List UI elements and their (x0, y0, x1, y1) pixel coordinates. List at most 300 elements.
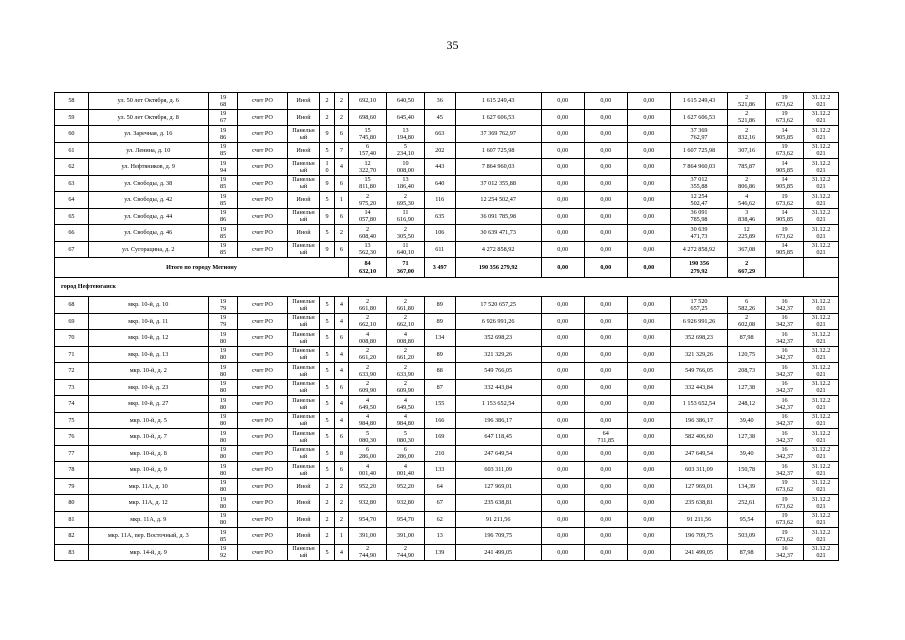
total-label: Итого по городу Мегиону (55, 258, 349, 278)
table-cell: 64 711,85 (584, 429, 627, 446)
table-cell: 31.12.2 021 (804, 192, 839, 209)
table-cell: 155 (424, 396, 455, 413)
table-cell: 31.12.2 021 (804, 346, 839, 363)
table-cell: 4 (334, 412, 348, 429)
table-cell: счет РО (238, 528, 287, 545)
table-cell: счет РО (238, 313, 287, 330)
table-cell: 31.12.2 021 (804, 445, 839, 462)
table-cell: 36 091 785,98 (670, 208, 727, 225)
table-cell: мкр. 10-й, д. 27 (88, 396, 208, 413)
table-cell: 19 79 (208, 297, 238, 314)
table-cell: 2 975,20 (349, 192, 387, 209)
table-cell: 5 (320, 225, 334, 242)
table-cell: 1 607 725,98 (670, 142, 727, 159)
table-cell: 332 443,84 (670, 379, 727, 396)
table-cell: 4 (334, 297, 348, 314)
table-row (55, 241, 839, 258)
table-cell: 19 80 (208, 412, 238, 429)
table-cell: 0,00 (627, 462, 670, 479)
table-cell: 0,00 (541, 208, 584, 225)
table-cell: 31.12.2 021 (804, 511, 839, 528)
table-cell: 0,00 (627, 241, 670, 258)
table-cell: счет РО (238, 462, 287, 479)
table-cell: Иной (287, 478, 320, 495)
table-cell: 19 673,62 (766, 478, 804, 495)
table-cell: 0,00 (627, 93, 670, 110)
table-cell: 59 (55, 109, 89, 126)
table-cell: 31.12.2 021 (804, 379, 839, 396)
table-cell: 0,00 (584, 495, 627, 512)
table-cell: 70 (55, 330, 89, 347)
table-cell: 647 118,45 (455, 429, 541, 446)
table-cell: 16 342,37 (766, 544, 804, 561)
table-cell: 31.12.2 021 (804, 412, 839, 429)
table-cell: мкр. 10-й, д. 9 (88, 462, 208, 479)
table-cell: 19 85 (208, 225, 238, 242)
table-cell: 6 286,00 (386, 445, 424, 462)
table-cell: 9 (320, 126, 334, 143)
table-cell: 4 984,80 (386, 412, 424, 429)
table-cell: 0,00 (627, 159, 670, 176)
table-row (55, 142, 839, 159)
table-cell: 0,00 (541, 462, 584, 479)
table-cell: счет РО (238, 412, 287, 429)
table-cell: 954,70 (349, 511, 387, 528)
table-cell: 2 521,86 (728, 109, 766, 126)
table-cell: ул. Заречная, д. 16 (88, 126, 208, 143)
table-cell: Панельн ый (287, 363, 320, 380)
table-cell: 0,00 (541, 412, 584, 429)
table-cell: 19 673,62 (766, 495, 804, 512)
table-cell: 37 012 355,88 (455, 175, 541, 192)
table-cell: 0,00 (541, 346, 584, 363)
table-cell: 5 (320, 412, 334, 429)
table-cell: 0,00 (584, 208, 627, 225)
table-cell: 133 (424, 462, 455, 479)
table-cell: 0,00 (541, 192, 584, 209)
table-cell: 663 (424, 126, 455, 143)
table-row (55, 396, 839, 413)
table-cell: 4 984,80 (349, 412, 387, 429)
table-cell: 19 92 (208, 544, 238, 561)
table-cell: 62 (424, 511, 455, 528)
table-row (55, 412, 839, 429)
total-cost: 190 356 279,92 (455, 258, 541, 278)
table-cell: 16 342,37 (766, 412, 804, 429)
table-cell: мкр. 10-й, д. 10 (88, 297, 208, 314)
table-cell: 0,00 (627, 429, 670, 446)
table-cell: 0,00 (584, 462, 627, 479)
table-cell: 0,00 (584, 528, 627, 545)
table-cell: 139 (424, 544, 455, 561)
table-cell: 247 649,54 (670, 445, 727, 462)
table-cell: Иной (287, 528, 320, 545)
table-cell: 6 582,26 (728, 297, 766, 314)
table-cell: 0,00 (627, 109, 670, 126)
table-cell: 31.12.2 021 (804, 208, 839, 225)
table-cell: 16 342,37 (766, 313, 804, 330)
table-cell: 2 (334, 478, 348, 495)
table-cell: 0,00 (584, 175, 627, 192)
table-cell: мкр. 14-й, д. 9 (88, 544, 208, 561)
table-cell: 5 (320, 313, 334, 330)
table-cell: Панельн ый (287, 396, 320, 413)
table-cell: 367,08 (728, 241, 766, 258)
table-cell: 0,00 (627, 192, 670, 209)
table-cell: 6 926 991,26 (455, 313, 541, 330)
table-cell: 2 (334, 511, 348, 528)
table-cell: 0,00 (627, 346, 670, 363)
table-cell: счет РО (238, 192, 287, 209)
table-cell: 0,00 (541, 495, 584, 512)
table-cell: 0,00 (541, 297, 584, 314)
table-cell: 2 608,40 (349, 225, 387, 242)
table-cell: 19 67 (208, 109, 238, 126)
table-cell: 150,78 (728, 462, 766, 479)
table-cell: 2 (334, 225, 348, 242)
table-cell: 19 86 (208, 126, 238, 143)
table-cell: счет РО (238, 297, 287, 314)
table-cell: 19 673,62 (766, 142, 804, 159)
table-cell: 2 633,90 (386, 363, 424, 380)
table-cell: счет РО (238, 495, 287, 512)
table-cell: 31.12.2 021 (804, 396, 839, 413)
table-cell: 241 499,05 (670, 544, 727, 561)
table-cell: 196 709,75 (670, 528, 727, 545)
table-cell: мкр. 10-й, д. 13 (88, 346, 208, 363)
table-cell: 6 (334, 462, 348, 479)
table-cell: 16 342,37 (766, 346, 804, 363)
table-cell: 17 520 657,25 (670, 297, 727, 314)
table-cell: 19 68 (208, 93, 238, 110)
table-cell: 2 609,90 (349, 379, 387, 396)
table-cell: 210 (424, 445, 455, 462)
table-row (55, 159, 839, 176)
table-cell: 2 662,10 (386, 313, 424, 330)
table-cell: 4 546,62 (728, 192, 766, 209)
table-cell: 0,00 (541, 396, 584, 413)
table-cell: 39,40 (728, 412, 766, 429)
table-cell: 6 286,00 (349, 445, 387, 462)
table-cell: 4 008,80 (386, 330, 424, 347)
table-cell: 30 639 471,73 (670, 225, 727, 242)
table-cell: 82 (55, 528, 89, 545)
table-row (55, 208, 839, 225)
table-cell: 0,00 (627, 208, 670, 225)
table-cell: 19 673,62 (766, 192, 804, 209)
table-cell: 932,80 (386, 495, 424, 512)
table-cell: 0,00 (541, 93, 584, 110)
table-cell: 7 (334, 142, 348, 159)
table-cell: 503,09 (728, 528, 766, 545)
table-cell: Панельн ый (287, 445, 320, 462)
table-cell: 0,00 (627, 297, 670, 314)
table-cell: 2 661,80 (386, 297, 424, 314)
table-cell: 30 639 471,73 (455, 225, 541, 242)
table-cell: 5 (320, 462, 334, 479)
table-cell: 0,00 (627, 445, 670, 462)
table-cell: 0,00 (584, 363, 627, 380)
table-row (55, 429, 839, 446)
table-cell: Иной (287, 192, 320, 209)
table-cell: 31.12.2 021 (804, 429, 839, 446)
table-cell: Панельн ый (287, 462, 320, 479)
table-cell: 2 662,10 (349, 313, 387, 330)
table-cell: 2 (334, 93, 348, 110)
table-cell: 37 369 762,97 (455, 126, 541, 143)
table-cell: 196 386,17 (455, 412, 541, 429)
table-cell: 241 499,05 (455, 544, 541, 561)
table-cell: 64 (55, 192, 89, 209)
table-cell: 5 (320, 330, 334, 347)
table-cell: 31.12.2 021 (804, 225, 839, 242)
table-cell: 45 (424, 109, 455, 126)
table-cell: 0,00 (627, 225, 670, 242)
table-cell: Панельн ый (287, 346, 320, 363)
table-cell: 89 (424, 346, 455, 363)
table-cell: 6 (334, 175, 348, 192)
total-unit-cost: 2 667,29 (728, 258, 766, 278)
table-cell: счет РО (238, 445, 287, 462)
table-cell: 307,16 (728, 142, 766, 159)
table-cell: 89 (424, 297, 455, 314)
table-row (55, 379, 839, 396)
table-cell: 1 627 606,53 (455, 109, 541, 126)
table-cell: 2 (320, 528, 334, 545)
table-cell: 120,75 (728, 346, 766, 363)
table-cell: 14 905,85 (766, 241, 804, 258)
table-cell: 91 211,56 (670, 511, 727, 528)
table-cell: 5 080,30 (349, 429, 387, 446)
table-cell: 0,00 (584, 346, 627, 363)
table-cell: 0,00 (541, 175, 584, 192)
table-cell: 248,12 (728, 396, 766, 413)
table-cell: 31.12.2 021 (804, 495, 839, 512)
table-cell: 13 (424, 528, 455, 545)
table-cell: 69 (55, 313, 89, 330)
table-cell: 19 79 (208, 313, 238, 330)
table-cell: 0,00 (627, 126, 670, 143)
table-cell: мкр. 10-й, д. 8 (88, 445, 208, 462)
table-cell: 5 234,10 (386, 142, 424, 159)
table-cell: 80 (55, 495, 89, 512)
table-cell: 16 342,37 (766, 445, 804, 462)
table-cell: 0,00 (584, 241, 627, 258)
table-row (55, 462, 839, 479)
table-cell: 16 342,37 (766, 297, 804, 314)
table-cell: 31.12.2 021 (804, 544, 839, 561)
table-cell: Панельн ый (287, 297, 320, 314)
table-row (55, 544, 839, 561)
table-cell: счет РО (238, 478, 287, 495)
table-cell: 13 194,80 (386, 126, 424, 143)
table-cell: 14 905,85 (766, 175, 804, 192)
table-cell: 2 (320, 93, 334, 110)
table-cell: 72 (55, 363, 89, 380)
table-cell: Панельн ый (287, 544, 320, 561)
table-cell: 4 (334, 313, 348, 330)
table-cell: 134,39 (728, 478, 766, 495)
table-cell: 4 (334, 544, 348, 561)
table-cell: 2 (320, 109, 334, 126)
table-cell: 0,00 (541, 445, 584, 462)
table-cell: 0,00 (584, 379, 627, 396)
table-cell: 1 615 249,43 (670, 93, 727, 110)
total-row (55, 258, 839, 278)
table-cell: счет РО (238, 330, 287, 347)
table-cell: счет РО (238, 175, 287, 192)
table-cell: 2 609,90 (386, 379, 424, 396)
table-cell: ул. Свободы, д. 42 (88, 192, 208, 209)
table-cell: 196 386,17 (670, 412, 727, 429)
table-cell: 5 (320, 363, 334, 380)
table-cell: Иной (287, 495, 320, 512)
table-cell: 0,00 (627, 511, 670, 528)
page-number: 35 (446, 38, 459, 52)
table-cell: счет РО (238, 208, 287, 225)
table-cell: 68 (55, 297, 89, 314)
table-cell: 19 85 (208, 175, 238, 192)
table-cell: 2 806,86 (728, 175, 766, 192)
table-cell: 9 (320, 241, 334, 258)
table-cell: 19 80 (208, 379, 238, 396)
table-row (55, 297, 839, 314)
table-cell: 2 (320, 478, 334, 495)
table-cell: 31.12.2 021 (804, 159, 839, 176)
table-row (55, 109, 839, 126)
table-cell: 19 80 (208, 511, 238, 528)
table-cell: 5 (320, 379, 334, 396)
table-cell: 0,00 (584, 159, 627, 176)
table-cell: Панельн ый (287, 330, 320, 347)
table-cell: 19 86 (208, 208, 238, 225)
table-cell: 0,00 (584, 478, 627, 495)
table-cell: 0,00 (627, 396, 670, 413)
table-cell: 61 (55, 142, 89, 159)
table-cell: 67 (424, 495, 455, 512)
table-cell: счет РО (238, 109, 287, 126)
table-cell: 1 607 725,98 (455, 142, 541, 159)
table-cell: 106 (424, 225, 455, 242)
table-cell: 4 (334, 396, 348, 413)
table-cell: 0,00 (627, 478, 670, 495)
table-cell: 9 (320, 208, 334, 225)
table-row (55, 478, 839, 495)
table-cell: 443 (424, 159, 455, 176)
table-cell: 19 80 (208, 429, 238, 446)
table-cell: 31.12.2 021 (804, 126, 839, 143)
table-cell: 13 186,40 (386, 175, 424, 192)
table-cell: 63 (55, 175, 89, 192)
total-fund-1: 0,00 (541, 258, 584, 278)
table-cell: 391,00 (349, 528, 387, 545)
table-cell: 0,00 (541, 429, 584, 446)
table-cell: 2 661,20 (386, 346, 424, 363)
table-cell: 31.12.2 021 (804, 313, 839, 330)
table-cell: 14 905,85 (766, 126, 804, 143)
table-cell: 952,20 (349, 478, 387, 495)
table-cell: 91 211,56 (455, 511, 541, 528)
table-cell: 31.12.2 021 (804, 297, 839, 314)
table-cell: счет РО (238, 544, 287, 561)
table-cell: 19 80 (208, 462, 238, 479)
table-cell: 2 695,30 (386, 192, 424, 209)
table-cell: 4 001,40 (386, 462, 424, 479)
table-cell: Панельн ый (287, 429, 320, 446)
table-cell: 6 (334, 330, 348, 347)
table-cell: 202 (424, 142, 455, 159)
table-cell: 3 838,46 (728, 208, 766, 225)
table-cell: 6 (334, 429, 348, 446)
table-cell: 6 926 991,26 (670, 313, 727, 330)
table-cell: 77 (55, 445, 89, 462)
table-cell: 116 (424, 192, 455, 209)
table-cell: 64 (424, 478, 455, 495)
table-row (55, 175, 839, 192)
table-cell: 11 640,10 (386, 241, 424, 258)
table-cell: 15 811,80 (349, 175, 387, 192)
table-cell: 0,00 (584, 126, 627, 143)
table-cell: 0,00 (541, 330, 584, 347)
table-cell: 60 (55, 126, 89, 143)
table-cell: 11 616,90 (386, 208, 424, 225)
table-cell: счет РО (238, 429, 287, 446)
table-cell: 0,00 (584, 445, 627, 462)
total-empty-2 (804, 258, 839, 278)
table-cell: 74 (55, 396, 89, 413)
table-cell: 4 (334, 159, 348, 176)
table-cell: Иной (287, 142, 320, 159)
table-cell: счет РО (238, 396, 287, 413)
table-cell: 1 615 249,43 (455, 93, 541, 110)
table-cell: 19 673,62 (766, 511, 804, 528)
table-cell: 645,40 (386, 109, 424, 126)
table-cell: 2 661,20 (349, 346, 387, 363)
table-cell: Панельн ый (287, 159, 320, 176)
table-cell: 19 80 (208, 396, 238, 413)
table-cell: мкр. 11А, д. 10 (88, 478, 208, 495)
table-cell: 19 80 (208, 330, 238, 347)
table-cell: 12 322,70 (349, 159, 387, 176)
table-row (55, 225, 839, 242)
table-cell: 5 (320, 192, 334, 209)
table-cell: ул. 50 лет Октября, д. 6 (88, 93, 208, 110)
table-cell: 0,00 (541, 109, 584, 126)
table-cell: 6 (334, 241, 348, 258)
table-cell: 247 649,54 (455, 445, 541, 462)
table-cell: Панельн ый (287, 313, 320, 330)
table-cell: 5 (320, 297, 334, 314)
table-cell: 0,00 (584, 109, 627, 126)
table-cell: 16 342,37 (766, 330, 804, 347)
table-cell: ул. Свободы, д. 46 (88, 225, 208, 242)
table-body-total (55, 258, 839, 297)
table-cell: 12 254 502,47 (670, 192, 727, 209)
table-cell: 0,00 (627, 313, 670, 330)
table-cell: 36 (424, 93, 455, 110)
table-cell: 71 (55, 346, 89, 363)
table-cell: счет РО (238, 363, 287, 380)
table-cell: 2 (334, 495, 348, 512)
table-row (55, 313, 839, 330)
table-cell: 6 157,40 (349, 142, 387, 159)
total-fund-3: 0,00 (627, 258, 670, 278)
table-cell: 39,40 (728, 445, 766, 462)
table-cell: 87,98 (728, 330, 766, 347)
table-cell: 0,00 (541, 544, 584, 561)
table-cell: 0,00 (541, 478, 584, 495)
table-cell: счет РО (238, 126, 287, 143)
